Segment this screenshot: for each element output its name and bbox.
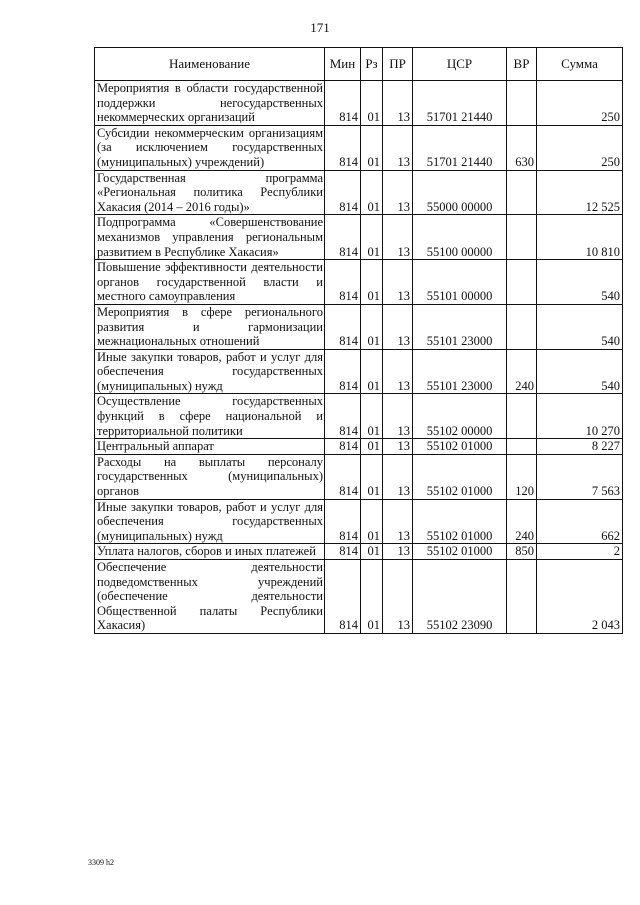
cell-csr: 55101 23000 [413, 349, 507, 394]
cell-rz: 01 [361, 544, 383, 560]
cell-pr: 13 [383, 454, 413, 499]
cell-min: 814 [325, 81, 361, 126]
cell-pr: 13 [383, 439, 413, 455]
cell-sum: 540 [537, 304, 623, 349]
cell-rz: 01 [361, 304, 383, 349]
cell-name: Расходы на выплаты персоналу государственных (муниципальных) органов [95, 454, 325, 499]
footer-code: 3309 h2 [88, 858, 114, 867]
cell-csr: 55102 01000 [413, 454, 507, 499]
cell-rz: 01 [361, 260, 383, 305]
page-number: 171 [310, 20, 330, 35]
cell-sum: 10 810 [537, 215, 623, 260]
header-csr: ЦСР [413, 48, 507, 81]
cell-rz: 01 [361, 454, 383, 499]
cell-csr: 55100 00000 [413, 215, 507, 260]
cell-rz: 01 [361, 125, 383, 170]
cell-vr [507, 215, 537, 260]
cell-name: Государственная программа «Региональная политика Республики Хакасия (2014 – 2016 годы)» [95, 170, 325, 215]
cell-vr [507, 81, 537, 126]
cell-min: 814 [325, 394, 361, 439]
cell-min: 814 [325, 499, 361, 544]
table-row [95, 125, 623, 170]
cell-pr: 13 [383, 560, 413, 634]
cell-vr [507, 170, 537, 215]
cell-name: Мероприятия в сфере регионального развития и гармонизации межнациональных отношений [95, 304, 325, 349]
table-row [95, 349, 623, 394]
cell-min: 814 [325, 439, 361, 455]
cell-sum: 250 [537, 81, 623, 126]
cell-sum: 7 563 [537, 454, 623, 499]
table-body [95, 81, 623, 634]
cell-vr: 630 [507, 125, 537, 170]
cell-vr: 120 [507, 454, 537, 499]
table-row [95, 304, 623, 349]
header-rz: Рз [361, 48, 383, 81]
table-row [95, 560, 623, 634]
cell-sum: 2 [537, 544, 623, 560]
header-vr: ВР [507, 48, 537, 81]
table-row [95, 81, 623, 126]
cell-min: 814 [325, 125, 361, 170]
table-row [95, 499, 623, 544]
table-row [95, 215, 623, 260]
cell-vr: 240 [507, 349, 537, 394]
cell-name: Иные закупки товаров, работ и услуг для обеспечения государственных (муниципальных) нужд [95, 349, 325, 394]
table-header [95, 48, 623, 81]
cell-vr: 850 [507, 544, 537, 560]
cell-sum: 540 [537, 349, 623, 394]
cell-sum: 2 043 [537, 560, 623, 634]
cell-csr: 55102 01000 [413, 439, 507, 455]
cell-pr: 13 [383, 394, 413, 439]
cell-vr: 240 [507, 499, 537, 544]
table-row [95, 544, 623, 560]
cell-csr: 55102 01000 [413, 499, 507, 544]
cell-csr: 55102 23090 [413, 560, 507, 634]
header-sum: Сумма [537, 48, 623, 81]
table-row [95, 394, 623, 439]
header-min: Мин [325, 48, 361, 81]
cell-name: Осуществление государственных функций в сфере национальной и территориальной политики [95, 394, 325, 439]
cell-pr: 13 [383, 260, 413, 305]
cell-pr: 13 [383, 499, 413, 544]
cell-pr: 13 [383, 81, 413, 126]
cell-rz: 01 [361, 560, 383, 634]
cell-sum: 12 525 [537, 170, 623, 215]
cell-sum: 250 [537, 125, 623, 170]
cell-vr [507, 394, 537, 439]
cell-rz: 01 [361, 170, 383, 215]
cell-min: 814 [325, 304, 361, 349]
cell-name: Иные закупки товаров, работ и услуг для обеспечения государственных (муниципальных) нужд [95, 499, 325, 544]
cell-sum: 540 [537, 260, 623, 305]
cell-csr: 55102 00000 [413, 394, 507, 439]
cell-vr [507, 304, 537, 349]
cell-rz: 01 [361, 499, 383, 544]
cell-sum: 662 [537, 499, 623, 544]
cell-rz: 01 [361, 349, 383, 394]
cell-name: Мероприятия в области государственной поддержки негосударственных некоммерческих организаций [95, 81, 325, 126]
cell-rz: 01 [361, 215, 383, 260]
cell-name: Подпрограмма «Совершенствование механизмов управления региональным развитием в Республике Хакасия» [95, 215, 325, 260]
cell-min: 814 [325, 349, 361, 394]
cell-sum: 8 227 [537, 439, 623, 455]
cell-pr: 13 [383, 125, 413, 170]
cell-min: 814 [325, 560, 361, 634]
cell-pr: 13 [383, 544, 413, 560]
cell-pr: 13 [383, 349, 413, 394]
cell-pr: 13 [383, 170, 413, 215]
cell-name: Обеспечение деятельности подведомственных учреждений (обеспечение деятельности Общественной палаты Республики Хакасия) [95, 560, 325, 634]
cell-pr: 13 [383, 304, 413, 349]
cell-min: 814 [325, 260, 361, 305]
cell-name: Уплата налогов, сборов и иных платежей [95, 544, 325, 560]
table-row [95, 439, 623, 455]
cell-csr: 55101 23000 [413, 304, 507, 349]
cell-rz: 01 [361, 394, 383, 439]
cell-name: Повышение эффективности деятельности органов государственной власти и местного самоуправления [95, 260, 325, 305]
cell-min: 814 [325, 544, 361, 560]
cell-pr: 13 [383, 215, 413, 260]
cell-csr: 55000 00000 [413, 170, 507, 215]
cell-csr: 51701 21440 [413, 81, 507, 126]
cell-min: 814 [325, 454, 361, 499]
cell-rz: 01 [361, 81, 383, 126]
cell-csr: 55101 00000 [413, 260, 507, 305]
table-row [95, 170, 623, 215]
cell-vr [507, 560, 537, 634]
cell-vr [507, 439, 537, 455]
cell-name: Субсидии некоммерческим организациям (за исключением государственных (муниципальных) учреждений) [95, 125, 325, 170]
cell-rz: 01 [361, 439, 383, 455]
table-row [95, 260, 623, 305]
cell-name: Центральный аппарат [95, 439, 325, 455]
header-pr: ПР [383, 48, 413, 81]
cell-csr: 55102 01000 [413, 544, 507, 560]
cell-sum: 10 270 [537, 394, 623, 439]
cell-csr: 51701 21440 [413, 125, 507, 170]
cell-vr [507, 260, 537, 305]
header-name: Наименование [95, 48, 325, 81]
budget-table [94, 47, 623, 634]
cell-min: 814 [325, 170, 361, 215]
table-row [95, 454, 623, 499]
cell-min: 814 [325, 215, 361, 260]
